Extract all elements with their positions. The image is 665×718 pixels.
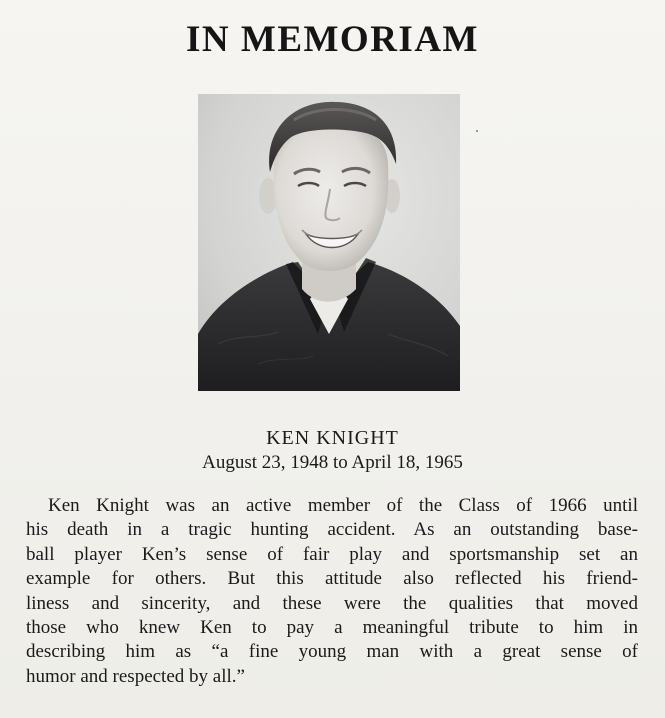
tribute-line: liness and sincerity, and these were the qualities that moved xyxy=(26,592,638,614)
portrait-photo xyxy=(198,94,460,391)
tribute-line: humor and respected by all.” xyxy=(26,665,245,687)
life-dates: August 23, 1948 to April 18, 1965 xyxy=(202,452,463,473)
paper-speck xyxy=(476,130,478,132)
page-title: IN MEMORIAM xyxy=(186,19,479,60)
tribute-line: his death in a tragic hunting accident. As an outstanding base- xyxy=(26,519,638,541)
person-name: KEN KNIGHT xyxy=(266,427,399,449)
tribute-line: ball player Ken’s sense of fair play and sportsmanship set an xyxy=(26,543,638,565)
tribute-paragraph xyxy=(26,494,638,689)
tribute-line: those who knew Ken to pay a meaningful tribute to him in xyxy=(26,616,638,638)
tribute-line: describing him as “a fine young man with a great sense of xyxy=(26,641,638,663)
tribute-line: example for others. But this attitude also reflected his friend- xyxy=(26,568,638,590)
tribute-line: Ken Knight was an active member of the Class of 1966 until xyxy=(48,495,638,516)
portrait-illustration xyxy=(198,94,460,391)
